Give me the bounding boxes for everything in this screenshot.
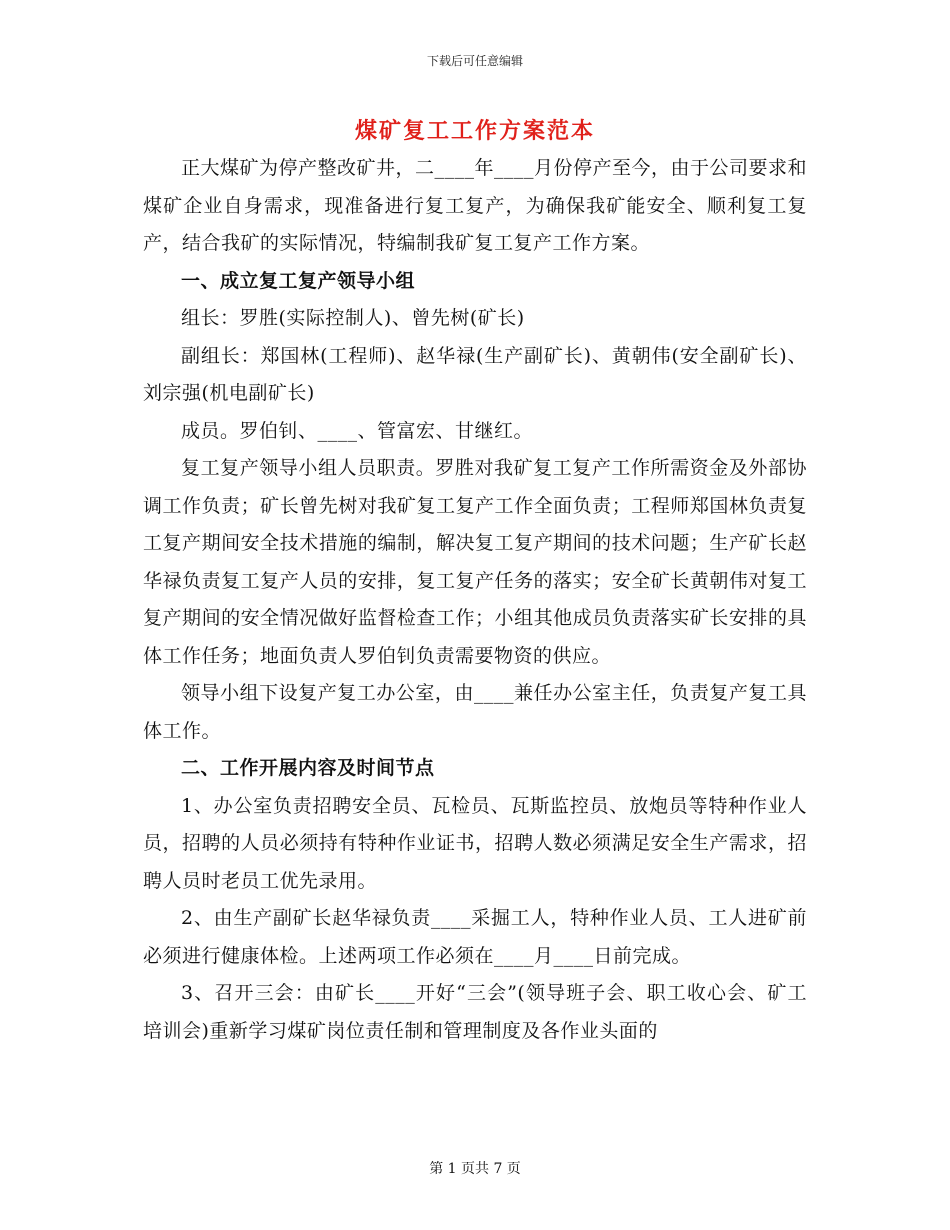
- paragraph-leader: 组长：罗胜(实际控制人)、曾先树(矿长): [181, 307, 525, 329]
- document-title: 煤矿复工工作方案范本: [354, 118, 595, 144]
- paragraph-item-2: 2、由生产副矿长赵华禄负责____采掘工人，特种作业人员、工人进矿前必须进行健康体检。上述两项工作必须在____月____日前完成。: [143, 907, 807, 967]
- paragraph-item-1: 1、办公室负责招聘安全员、瓦检员、瓦斯监控员、放炮员等特种作业人员，招聘的人员必须持有特种作业证书，招聘人数必须满足安全生产需求，招聘人员时老员工优先录用。: [143, 794, 807, 892]
- page-footer: 第 1 页共 7 页: [429, 1161, 521, 1177]
- section-heading-2: 二、工作开展内容及时间节点: [181, 757, 435, 779]
- paragraph-office: 领导小组下设复产复工办公室，由____兼任办公室主任，负责复产复工具体工作。: [143, 682, 807, 742]
- paragraph-intro: 正大煤矿为停产整改矿井，二____年____月份停产至今，由于公司要求和煤矿企业自身需求，现准备进行复工复产，为确保我矿能安全、顺利复工复产，结合我矿的实际情况，特编制我矿复工复产工作方案。: [143, 157, 808, 254]
- paragraph-deputy-leaders: 副组长：郑国林(工程师)、赵华禄(生产副矿长)、黄朝伟(安全副矿长)、刘宗强(机电副矿长): [143, 344, 807, 404]
- document-body: [143, 150, 807, 1050]
- paragraph-duties: 复工复产领导小组人员职责。罗胜对我矿复工复产工作所需资金及外部协调工作负责；矿长曾先树对我矿复工复产工作全面负责；工程师郑国林负责复工复产期间安全技术措施的编制，解决复工复产期间的技术问题；生产矿长赵华禄负责复工复产人员的安排，复工复产任务的落实；安全矿长黄朝伟对复工复产期间的安全情况做好监督检查工作；小组其他成员负责落实矿长安排的具体工作任务；地面负责人罗伯钊负责需要物资的供应。: [143, 457, 807, 667]
- paragraph-members: 成员。罗伯钊、____、管富宏、甘继红。: [181, 419, 534, 442]
- header-note: 下载后可任意编辑: [426, 54, 523, 68]
- section-heading-1: 一、成立复工复产领导小组: [181, 269, 416, 292]
- paragraph-item-3: 3、召开三会：由矿长____开好“三会”(领导班子会、职工收心会、矿工培训会)重新学习煤矿岗位责任制和管理制度及各作业头面的: [143, 982, 807, 1042]
